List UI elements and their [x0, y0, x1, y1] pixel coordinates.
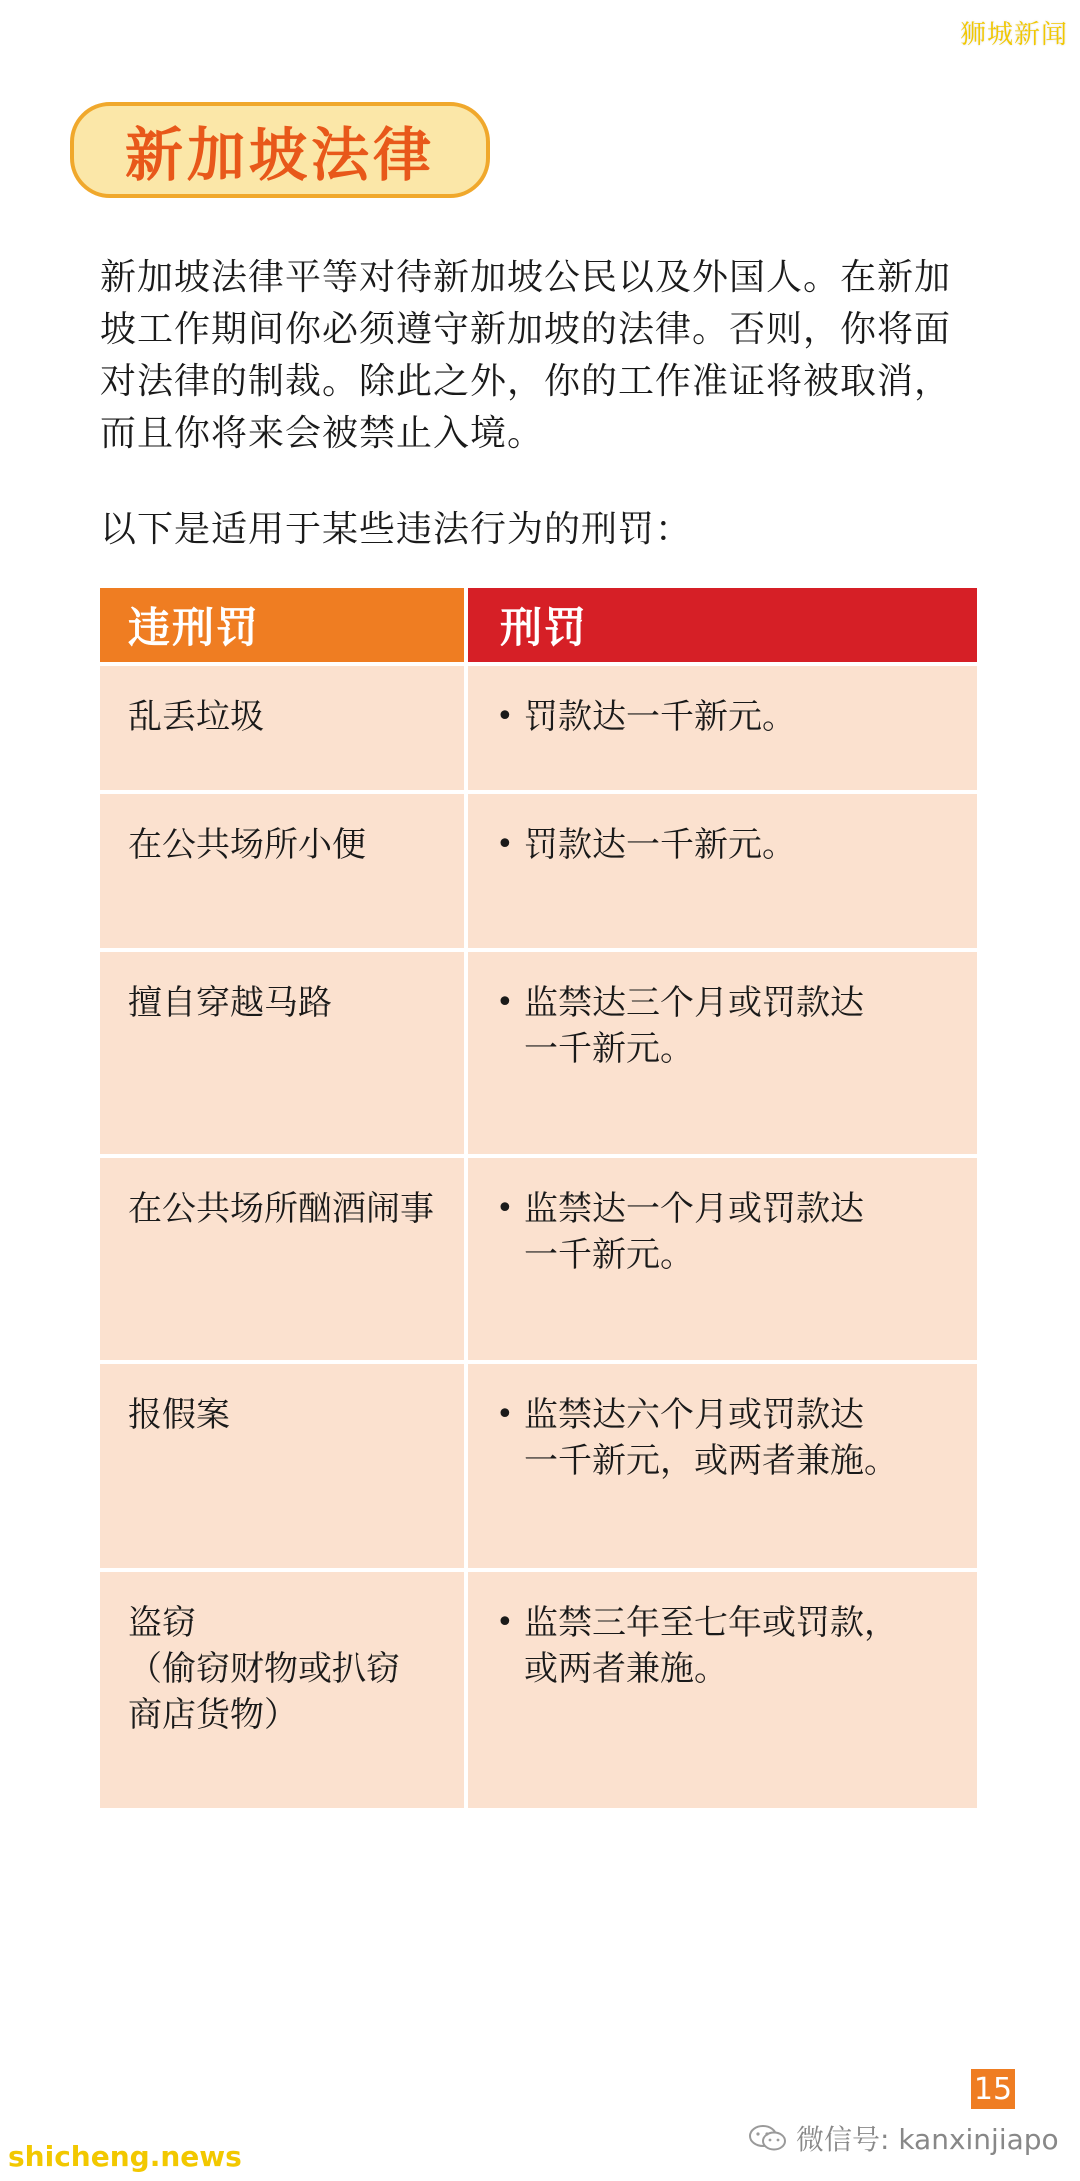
- penalty-line: 罚款达一千新元。: [524, 825, 796, 865]
- table-row: [100, 1572, 977, 1808]
- table-header-row: [100, 588, 977, 662]
- penalty-text: [524, 1600, 957, 1692]
- bullet-icon: •: [496, 1191, 514, 1226]
- table-body: [100, 666, 977, 1808]
- offence-cell: [100, 1158, 464, 1360]
- offence-cell: [100, 794, 464, 948]
- offence-text: 在公共场所酗酒闹事: [128, 1189, 434, 1229]
- offence-text: （偷窃财物或扒窃: [128, 1649, 400, 1689]
- page-number: 15: [971, 2069, 1015, 2109]
- penalty-table: [100, 588, 977, 1808]
- penalty-item: [496, 1392, 957, 1484]
- bullet-icon: •: [496, 985, 514, 1020]
- penalty-line: 罚款达一千新元。: [524, 697, 796, 737]
- penalty-item: [496, 822, 957, 868]
- intro-line-1: 新加坡法律平等对待新加坡公民以及外国人。在新加: [100, 257, 952, 298]
- penalty-line: 一千新元。: [524, 1029, 694, 1069]
- offence-cell: [100, 1364, 464, 1568]
- penalty-text: [524, 1392, 957, 1484]
- penalty-text: [524, 822, 957, 868]
- offence-text: 乱丢垃圾: [128, 697, 264, 737]
- penalty-cell: [468, 1572, 977, 1808]
- penalty-item: [496, 694, 957, 740]
- bullet-icon: •: [496, 1397, 514, 1432]
- intro-line-2: 坡工作期间你必须遵守新加坡的法律。否则，你将面: [100, 309, 952, 350]
- page-title-text: 新加坡法律: [124, 121, 435, 189]
- penalty-line: 一千新元。: [524, 1235, 694, 1275]
- intro-lead: 以下是适用于某些违法行为的刑罚：: [100, 509, 693, 550]
- offence-cell: [100, 952, 464, 1154]
- offence-cell: [100, 666, 464, 790]
- penalty-line: 或两者兼施。: [524, 1649, 728, 1689]
- penalty-line: 监禁达六个月或罚款达: [524, 1395, 864, 1435]
- penalty-line: 监禁达三个月或罚款达: [524, 983, 864, 1023]
- penalty-text: [524, 980, 957, 1072]
- penalty-line: 监禁达一个月或罚款达: [524, 1189, 864, 1229]
- bullet-icon: •: [496, 1605, 514, 1640]
- penalty-cell: [468, 794, 977, 948]
- penalty-line: 一千新元，或两者兼施。: [524, 1441, 898, 1481]
- bullet-icon: •: [496, 827, 514, 862]
- watermark-top: 狮城新闻: [959, 20, 1068, 50]
- offence-text: 在公共场所小便: [128, 825, 366, 865]
- penalty-cell: [468, 1364, 977, 1568]
- penalty-line: 监禁三年至七年或罚款，: [524, 1603, 898, 1643]
- offence-cell: [100, 1572, 464, 1808]
- wechat-label: [748, 2118, 1059, 2158]
- offence-text: 擅自穿越马路: [128, 983, 332, 1023]
- penalty-item: [496, 1186, 957, 1278]
- penalty-item: [496, 980, 957, 1072]
- table-row: [100, 666, 977, 790]
- penalty-text: [524, 1186, 957, 1278]
- site-watermark: shicheng.news: [8, 2140, 242, 2173]
- table-row: [100, 1364, 977, 1568]
- header-penalty: 刑罚: [468, 588, 977, 662]
- penalty-cell: [468, 666, 977, 790]
- intro-text: [100, 252, 980, 556]
- offence-text: 商店货物）: [128, 1695, 298, 1735]
- offence-text: 报假案: [128, 1395, 230, 1435]
- header-offence: 违刑罚: [100, 588, 464, 662]
- page-title: [70, 102, 490, 198]
- wechat-id: 微信号: kanxinjiapo: [796, 2123, 1059, 2156]
- penalty-cell: [468, 1158, 977, 1360]
- table-row: [100, 1158, 977, 1360]
- penalty-text: [524, 694, 957, 740]
- table-row: [100, 794, 977, 948]
- table-row: [100, 952, 977, 1154]
- intro-line-3: 对法律的制裁。除此之外，你的工作准证将被取消，: [100, 361, 952, 402]
- penalty-item: [496, 1600, 957, 1692]
- wechat-icon: [748, 2123, 788, 2153]
- penalty-cell: [468, 952, 977, 1154]
- bullet-icon: •: [496, 699, 514, 734]
- offence-text: 盗窃: [128, 1603, 196, 1643]
- intro-line-4: 而且你将来会被禁止入境。: [100, 413, 545, 454]
